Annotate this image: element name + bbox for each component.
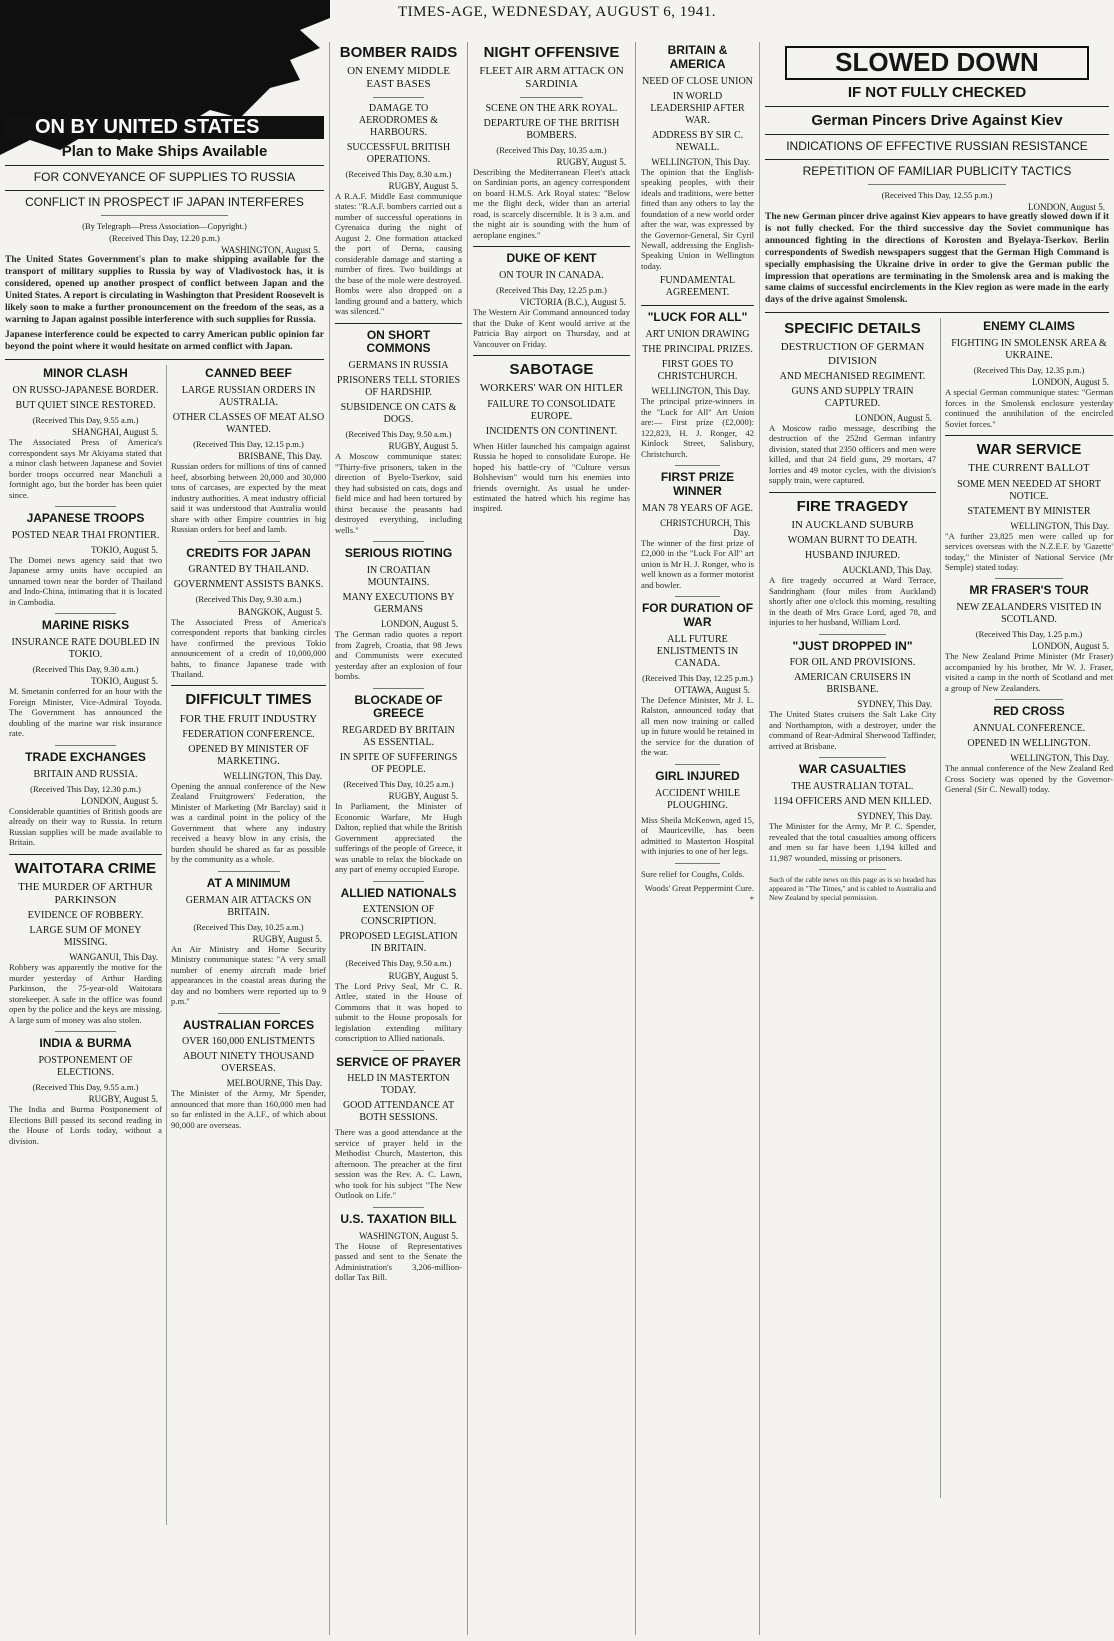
received-line: (Received This Day, 10.25 a.m.) [343,779,454,790]
masthead-text: TIMES-AGE, WEDNESDAY, AUGUST 6, 1941. [398,4,716,20]
cable-notice: Such of the cable news on this page as is so headed has appeared in "The Times," and is cabled to Australia and New Zealand by special permission. [769,875,936,903]
subhead: POSTPONEMENT OF ELECTIONS. [38,1054,133,1078]
column-c [330,42,468,1635]
subhead: THE PRINCIPAL PRIZES. [642,344,753,356]
article-lead-2: Japanese interference could be expected to carry American public opinion far beyond the point where it would hesitate on armed conflict with Japan. [5,330,324,353]
subhead: EXTENSION OF CONSCRIPTION. [360,904,437,928]
received-line: (Received This Day, 12.30 p.m.) [30,783,141,794]
subhead: INDICATIONS OF EFFECTIVE RUSSIAN RESISTANCE [786,139,1088,154]
subcolumn-e [765,318,941,1498]
subhead: INSURANCE RATE DOUBLED IN TOKIO. [11,637,160,661]
dateline: LONDON, August 5. [80,795,158,806]
article-body: M. Smetanin conferred for an hour with the Foreign Minister, Vice-Admiral Toyoda. The Government has announced the doubling of the marine war risk insurance rate. [9,686,162,739]
headline: SABOTAGE [509,361,594,379]
article-body: "A further 23,825 men were called up for services overseas with the N.Z.E.F. by 'Gazette' today," the Minister of National Service (Mr Semple) stated today. [945,530,1113,572]
dateline: RUGBY, August 5. [252,933,322,944]
article-luck-for-all [641,311,754,459]
dateline: SYDNEY, This Day. [857,811,932,822]
divider [675,596,720,597]
divider [945,435,1113,436]
article-body: The United States cruisers the Salt Lake City and Northampton, with a destroyer, under the command of Rear-Admiral Sherwood Taffinder, arrived at Brisbane. [769,709,936,751]
article-body: There was a good attendance at the service of prayer held in the Methodist Church, Masterton, this afternoon. The preacher at the first session was the Rev. A. C. Lawn, who took for his subject "The New Outlook on Life." [335,1127,462,1201]
subhead: OTHER CLASSES OF MEAT ALSO WANTED. [172,412,325,436]
divider [373,688,424,689]
subhead: HELD IN MASTERTON TODAY. [347,1073,450,1097]
headline: ALLIED NATIONALS [340,885,457,900]
headline: DIFFICULT TIMES [185,691,312,709]
article-body: The New Zealand Prime Minister (Mr Fraser) accompanied by his brother, Mr W. J. Fraser, visited a camp in the north of Scotland and met a group of New Zealanders. [945,651,1113,693]
dateline: SYDNEY, This Day. [857,699,932,710]
dateline: RUGBY, August 5. [556,156,626,167]
dateline: OTTAWA, August 5. [674,684,750,695]
article-at-a-minimum [171,877,326,1007]
article-blockade [335,694,462,875]
article-specific-details [769,320,936,486]
column-left [0,42,330,1635]
article-bomber-raids [335,44,462,317]
received-line: (Received This Day, 12.25 p.m.) [496,285,607,295]
article-body: The Minister for the Army, Mr P. C. Spender, revealed that the total casualties among officers and men so far have been 1,194 killed and 11,987 wounded, missing or prisoners. [769,821,936,863]
received-line: (Received This Day, 10.25 a.m.) [193,921,304,932]
article-body: The principal prize-winners in the "Luck for All" Art Union are:— First prize (£2,000): 122,823, H. J. Ronger, 42 Kinlock Street, Salisbury, Christchurch. [641,396,754,459]
dateline: WANGANUI, This Day. [69,952,158,963]
dateline: RUGBY, August 5. [388,791,458,802]
subhead: AMERICAN CRUISERS IN BRISBANE. [794,672,911,696]
received-line: (Received This Day, 12.20 p.m.) [109,233,220,244]
subhead: GOVERNMENT ASSISTS BANKS. [173,579,324,591]
subhead: GERMANS IN RUSSIA [348,360,449,372]
dateline: LONDON, August 5. [1031,641,1109,652]
article-lead: The new German pincer drive against Kiev appears to have greatly slowed down if it is not fully checked. For the third successive day the Soviet communique has announced fighting in the directions of Korosten and Byelaya-Tserkov. Berlin correspondents of Swedish newspapers suggest that the German High Command is specially emphasising the Ukraine drive in order to give the German public the impression that operations are terminating in the Smolensk area and is making the same claims of successful encirclements in the Kiev region as were made in the early days of the drive against Smolensk. [765,212,1109,306]
article-short-commons [335,329,462,536]
received-line: (Received This Day, 1.25 p.m.) [975,629,1083,640]
subhead: NEED OF CLOSE UNION [642,75,753,87]
subhead: WOMAN BURNT TO DEATH. [787,535,918,547]
divider [55,506,116,507]
article-body: A fire tragedy occurred at Ward Terrace, Sandringham (four miles from Auckland) shortly after one o'clock this morning, resulting in the death of Mrs Grace Lord, aged 78, and injuries to her husband, William Lord. [769,575,936,628]
divider [473,355,630,356]
headline: CREDITS FOR JAPAN [186,545,311,560]
subhead: HUSBAND INJURED. [804,550,900,562]
article-taxation-bill [335,1213,462,1283]
received-line: (Received This Day, 9.55 a.m.) [32,415,139,426]
headline: FIRST PRIZE WINNER [660,470,735,498]
subhead: FAILURE TO CONSOLIDATE EUROPE. [487,398,616,422]
subcolumn-a [5,365,167,1525]
divider [55,613,116,614]
divider [473,246,630,247]
subhead: IN AUCKLAND SUBURB [791,518,914,531]
dateline: WASHINGTON, August 5. [359,1230,458,1241]
divider [995,699,1062,700]
dateline: LONDON, August 5. [1027,202,1105,213]
article-body: An Air Ministry and Home Security Ministry communique states: "A very small number of enemy aircraft made brief appearances in the coastal areas during the day and no bombers were reported up to 9 p.m." [171,943,326,1007]
subhead: IF NOT FULLY CHECKED [847,83,1027,101]
received-line: (Received This Day, 8.30 a.m.) [345,168,452,179]
article-body: Considerable quantities of British goods are already on their way to Russia. In return Russian supplies will be made available to Britain. [9,805,162,848]
subhead: LARGE RUSSIAN ORDERS IN AUSTRALIA. [181,385,316,409]
article-service-prayer [335,1056,462,1201]
headline: WAR SERVICE [976,441,1082,459]
headline: FOR DURATION OF WAR [641,601,754,629]
column-e [636,42,760,1635]
article-body: The Lord Privy Seal, Mr C. R. Attlee, stated in the House of Commons that it was hoped to submit to the House proposals for legislation extending military conscription to Allied nationals. [335,980,462,1044]
article-body: The opinion that the English-speaking peoples, with their ideals and traditions, were better fitted than any others to lay the foundation of a new world order after the war, was expressed by the Governor-General, Sir Cyril Newall, addressing the English-Speaking Union in Wellington today. [641,166,754,271]
divider [335,323,462,324]
headline: FIRE TRAGEDY [796,497,909,515]
subhead: IN WORLD LEADERSHIP AFTER WAR. [650,90,745,126]
subhead: GOOD ATTENDANCE AT BOTH SESSIONS. [342,1100,455,1124]
subhead: THE MURDER OF ARTHUR PARKINSON [18,880,153,907]
subhead: German Pincers Drive Against Kiev [811,112,1063,130]
divider [101,215,229,216]
headline: ENEMY CLAIMS [983,319,1075,334]
headline: "LUCK FOR ALL" [647,310,748,325]
dateline: LONDON, August 5. [854,412,932,423]
divider [5,359,324,360]
received-line: (Received This Day, 12.25 p.m.) [642,672,753,683]
divider [218,871,280,872]
divider [868,184,1006,185]
headline: U.S. TAXATION BILL [340,1211,457,1226]
article-body: Describing the Mediterranean Fleet's attack on Sardinian ports, an agency correspondent on board H.M.S. Ark Royal states: "Below me the flight deck, wider than an arterial road, is scarcely discernible. It is 3 a.m. and the night air is sounding with the hum of aeroplane engines." [473,166,630,240]
dateline: WELLINGTON, This Day. [1010,753,1109,764]
divider [765,159,1109,160]
divider [995,578,1062,579]
article-body: A Moscow communique states: "Thirty-five prisoners, taken in the direction of Byelo-Tserkov, said they had subsisted on cats, dogs and field mice and had been tortured by thirst because the peasants had destroyed everything, including wells." [335,451,462,535]
article-girl-injured [641,770,754,857]
article-duke-of-kent [473,252,630,349]
headline: NIGHT OFFENSIVE [483,44,620,61]
article-canned-beef [171,367,326,534]
article-serious-rioting [335,547,462,681]
subhead: SUBSIDENCE ON CATS & DOGS. [340,402,457,426]
divider [765,312,1109,313]
subhead: EVIDENCE OF ROBBERY. [27,910,144,922]
subhead: IN CROATIAN MOUNTAINS. [366,565,431,589]
article-body: The German radio quotes a report from Zagreb, Croatia, that 98 Jews and Communists were executed yesterday after an explosion of four bombs. [335,629,462,682]
article-red-cross [945,705,1113,794]
subhead: ART UNION DRAWING [645,329,750,341]
headline: WAR CASUALTIES [798,762,907,777]
headline: JAPANESE TROOPS [26,511,145,526]
article-body: Opening the annual conference of the New Zealand Fruitgrowers' Federation, the Minister of Marketing (Mr Barclay) said it was a cardinal point in the policy of the Government that where any industry received a heavy blow in any crisis, the burden should be shared as far as possible by the community as a whole. [171,780,326,865]
article-night-offensive [473,44,630,240]
divider [373,541,424,542]
subhead: SUCCESSFUL BRITISH OPERATIONS. [346,141,451,165]
subhead: ANNUAL CONFERENCE. [972,723,1086,735]
article-body: In Parliament, the Minister of Economic Warfare, Mr Hugh Dalton, replied that while the British Government appreciated the sufferings of the people of Greece, it was unable to relax the blockade on any part of enemy occupied Europe. [335,801,462,875]
received-line: (Received This Day, 9.55 a.m.) [32,1081,139,1092]
article-sabotage [473,361,630,514]
subhead: NEW ZEALANDERS VISITED IN SCOTLAND. [956,602,1102,626]
headline: CANNED BEEF [205,366,292,381]
subhead: ON ENEMY MIDDLE EAST BASES [347,65,450,91]
headline-slowed-down: SLOWED DOWN [785,46,1089,80]
subhead: REPETITION OF FAMILIAR PUBLICITY TACTICS [802,164,1072,179]
divider [55,1031,116,1032]
dateline: RUGBY, August 5. [388,180,458,191]
dateline: MELBOURNE, This Day. [226,1078,322,1089]
article-fire-tragedy [769,498,936,628]
divider [218,541,280,542]
dateline: TOKIO, August 5. [91,544,158,555]
dateline: LONDON, August 5. [1031,377,1109,388]
headline: WAITOTARA CRIME [14,859,157,877]
dateline: WASHINGTON, August 5. [221,245,320,256]
dateline: RUGBY, August 5. [388,970,458,981]
masthead [0,0,1114,30]
subhead: ON RUSSO-JAPANESE BORDER. [12,385,159,397]
dateline: CHRISTCHURCH, This Day. [660,517,750,538]
article-body: The Associated Press of America's correspondent says Mr Akiyama stated that a minor clash between Japanese and Soviet border troops occurred near Manchuli a fortnight ago, but the border has been quiet since. [9,437,162,500]
article-waitotara [9,860,162,1026]
article-duration-of-war [641,602,754,758]
article-credits-japan [171,547,326,680]
article-war-casualties [769,763,936,863]
subhead: THE AUSTRALIAN TOTAL. [791,781,914,793]
article-body: Robbery was apparently the motive for the murder yesterday of Arthur Harding Parkinson, the 75-year-old Waitotara storekeeper. A safe in the office was found open by the police and the keys are missing. A large sum of money was also stolen. [9,962,162,1025]
headline: TRADE EXCHANGES [25,749,146,764]
subhead: WORKERS' WAR ON HITLER [479,382,624,395]
article-lead: The United States Government's plan to make shipping available for the transport of military supplies to Russia by way of Vladivostock has, it is considered, opened up another prospect of conflict between Japan and the United States. A report is circulating in Washington that President Roosevelt is likely soon to make a further pronouncement on the freedom of the seas, as a warning to Japan against possible interference with such supplies for Russia. [5,255,324,325]
headline: RED CROSS [993,704,1065,719]
article-first-prize [641,471,754,590]
headline: GIRL INJURED [655,768,740,783]
subhead: DAMAGE TO AERODROMES & HARBOURS. [358,102,439,138]
received-line: (Received This Day, 12.35 p.m.) [973,364,1085,375]
headline: BRITAIN & AMERICA [667,43,728,71]
article-body: The India and Burma Postponement of Elections Bill passed its second reading in the House of Lords today, without a division. [9,1104,162,1146]
advert-peppermint: Woods' Great Peppermint Cure. * [644,883,754,904]
article-body: A R.A.F. Middle East communique states: "R.A.F. bombers carried out a number of successful operations in Cyrenaica during the night of August 2. One formation attacked the port of Derna, causing considerable damage and starting a number of fires. Two buildings at the base of the mole were destroyed. Bombs were also dropped on a landing ground and a battery, which was silenced." [335,190,462,317]
divider [171,685,326,686]
divider [819,757,886,758]
subhead: ON TOUR IN CANADA. [499,270,604,281]
subhead: OPENED BY MINISTER OF MARKETING. [188,743,309,767]
subhead: DEPARTURE OF THE BRITISH BOMBERS. [483,117,620,141]
article-britain-america [641,44,754,299]
subhead: 1194 OFFICERS AND MEN KILLED. [773,796,932,808]
headline: ON SHORT COMMONS [366,327,431,356]
subhead: ABOUT NINETY THOUSAND OVERSEAS. [183,1051,314,1075]
subhead: IN SPITE OF SUFFERINGS OF PEOPLE. [339,752,458,776]
divider [769,492,936,493]
article-japanese-troops [9,512,162,607]
article-body: When Hitler launched his campaign against Russia he hoped to consolidate Europe. He hoped his battle-cry of "Culture versus Bolshevism" would turn his enemies into friends overnight. As usual he under-estimated the hatred which his regime has inspired. [473,440,630,514]
dateline: VICTORIA (B.C.), August 5. [519,297,626,308]
headline: AT A MINIMUM [206,875,291,890]
article-india-burma [9,1037,162,1146]
dateline: BANGKOK, August 5. [237,606,322,617]
subhead: INCIDENTS ON CONTINENT. [485,425,618,437]
subhead: ADDRESS BY SIR C. NEWALL. [651,129,744,153]
received-line: (Received This Day, 9.30 a.m.) [32,664,139,675]
headline: BOMBER RAIDS [339,44,458,61]
column-right [760,42,1114,1635]
subhead: ALL FUTURE ENLISTMENTS IN CANADA. [656,633,739,669]
subcolumn-f [941,318,1114,1498]
article-body: The winner of the first prize of £2,000 in the "Luck For All" art union is Mr H. J. Ronger, who is well known as a former motorist and bowler. [641,537,754,590]
article-body: The Associated Press of America's correspondent reports that banking circles have confirmed the previous Tokio announcement of a credit of 10,000,000 bahts, to finance Japanese trade with Thailand. [171,616,326,679]
article-body: Miss Sheila McKeown, aged 15, of Mauriceville, has been admitted to Masterton Hospital with injuries to one of her legs. [641,814,754,857]
subhead: SCENE ON THE ARK ROYAL. [485,102,618,114]
article-body: The Defence Minister, Mr J. L. Ralston, announced today that all men now training or called up in future would be retained in the service for the duration of the war. [641,694,754,758]
divider [675,764,720,765]
dateline: LONDON, August 5. [380,619,458,630]
headline: DUKE OF KENT [506,251,597,266]
article-body: A Moscow radio message, describing the destruction of the 252nd German infantry division, stated that 2350 officers and men were killed, and that 24 field guns, 29 mortars, 47 lorries and 49 motor cycles, with the division's supply train, were captured. [769,422,936,486]
divider [373,1207,424,1208]
dateline: WELLINGTON, This Day. [651,156,750,167]
headline: SERIOUS RIOTING [344,546,453,561]
dateline: RUGBY, August 5. [388,441,458,452]
subhead-japan: CONFLICT IN PROSPECT IF JAPAN INTERFERES [25,195,304,210]
subhead: POSTED NEAR THAI FRONTIER. [11,529,160,541]
subhead: FOR OIL AND PROVISIONS. [789,657,916,669]
subhead: STATEMENT BY MINISTER [967,505,1091,517]
headline: SERVICE OF PRAYER [336,1054,461,1069]
article-body: The annual conference of the New Zealand Red Cross Society was opened by the Governor-General (Sir C. Newall) today. [945,763,1113,795]
divider [765,134,1109,135]
received-line: (Received This Day, 9.50 a.m.) [345,958,452,969]
dateline: WELLINGTON, This Day. [223,770,322,781]
column-d [468,42,636,1635]
headline: BLOCKADE OF GREECE [354,692,443,721]
article-difficult-times [171,691,326,864]
subhead: PRISONERS TELL STORIES OF HARDSHIP. [336,375,461,399]
article-enemy-claims [945,320,1113,429]
article-body: The Minister of the Army, Mr Spender, announced that more than 160,000 men had so far enlisted in the A.I.F., of which about 90,000 are overseas. [171,1088,326,1130]
subhead: GERMAN AIR ATTACKS ON BRITAIN. [185,894,312,918]
article-body: The Western Air Command announced today that the Duke of Kent would arrive at the Patricia Bay airport on Thursday, and at Vancouver on Friday. [473,307,630,349]
credit-line: (By Telegraph—Press Association—Copyright.) [82,220,247,231]
divider [765,106,1109,107]
subhead: FOR THE FRUIT INDUSTRY [179,712,318,725]
divider [373,97,424,98]
subhead: ACCIDENT WHILE PLOUGHING. [655,787,740,811]
subhead: OVER 160,000 ENLISTMENTS [181,1036,316,1048]
dateline: WELLINGTON, This Day. [651,386,750,397]
article-body: The Domei news agency said that two Japanese army units have occupied an unnamed town near the border of Thailand and Indo-China, intimating that it is located in Cambodia. [9,554,162,607]
subhead: BUT QUIET SINCE RESTORED. [15,400,156,412]
divider [819,634,886,635]
divider [5,165,324,166]
subhead: FEDERATION CONFERENCE. [182,728,315,740]
subhead: SOME MEN NEEDED AT SHORT NOTICE. [957,478,1101,502]
dateline: BRISBANE, This Day. [238,451,322,462]
subhead: GUNS AND SUPPLY TRAIN CAPTURED. [791,385,914,409]
article-fraser-tour [945,584,1113,693]
headline: MR FRASER'S TOUR [969,583,1089,598]
received-line: (Received This Day, 9.50 a.m.) [345,429,452,440]
divider [55,745,116,746]
divider [675,863,720,864]
divider [520,97,583,98]
received-line: (Received This Day, 12.15 p.m.) [193,439,304,450]
subhead: PROPOSED LEGISLATION IN BRITAIN. [339,931,458,955]
article-war-service [945,441,1113,572]
dateline: WELLINGTON, This Day. [1010,520,1109,531]
dateline: RUGBY, August 5. [88,1094,158,1105]
article-marine-risks [9,619,162,738]
received-line: (Received This Day, 12.55 p.m.) [881,189,993,200]
subhead: MANY EXECUTIONS BY GERMANS [342,592,455,616]
subhead: REGARDED BY BRITAIN AS ESSENTIAL. [342,725,455,749]
subhead: FUNDAMENTAL AGREEMENT. [659,275,736,299]
subhead: FLEET AIR ARM ATTACK ON SARDINIA [479,65,624,91]
divider [819,869,886,870]
received-line: (Received This Day, 10.35 a.m.) [496,144,607,155]
subhead: BRITAIN AND RUSSIA. [33,768,138,780]
subhead: FIGHTING IN SMOLENSK AREA & UKRAINE. [951,337,1107,361]
subhead: LARGE SUM OF MONEY MISSING. [29,925,142,949]
subhead-ships: Plan to Make Ships Available [61,143,268,160]
dateline: TOKIO, August 5. [91,676,158,687]
subhead: DESTRUCTION OF GERMAN DIVISION [780,341,925,367]
article-minor-clash [9,367,162,500]
divider [373,881,424,882]
article-body: Russian orders for millions of tins of canned beef, absorbing between 20,000 and 30,000 tons of carcases, are expected by the meat industry authorities. A meat industry official said it was understood that Australia would share with other Empire countries in big Russian orders for beef and lamb. [171,461,326,535]
subhead: GRANTED BY THAILAND. [188,564,309,576]
advert-coughs: Sure relief for Coughs, Colds. [641,868,745,879]
article-body: A special German communique states: "German forces in the Smolensk enclosure yesterday continued the annihilation of the encircled Soviet forces." [945,387,1113,429]
article-australian-forces [171,1019,326,1131]
subhead: FIRST GOES TO CHRISTCHURCH. [657,359,738,383]
article-body: The House of Representatives passed and sent to the Senate the Administration's 3,206-million-dollar Tax Bill. [335,1240,462,1282]
subhead: AND MECHANISED REGIMENT. [779,370,926,382]
received-line: (Received This Day, 9.30 a.m.) [195,594,302,605]
subhead: OPENED IN WELLINGTON. [967,738,1091,750]
subcolumn-b [167,365,330,1525]
divider [675,465,720,466]
headline: MINOR CLASH [43,366,128,381]
divider [373,1050,424,1051]
subhead: MAN 78 YEARS OF AGE. [641,502,754,514]
headline: "JUST DROPPED IN" [792,638,913,653]
dateline: AUCKLAND, This Day. [842,565,932,576]
article-just-dropped-in [769,640,936,752]
headline: MARINE RISKS [41,618,130,633]
divider [218,1013,280,1014]
article-trade-exchanges [9,751,162,848]
headline: AUSTRALIAN FORCES [182,1017,315,1032]
headline-us: ON BY UNITED STATES [5,116,324,139]
article-allied-nationals [335,887,462,1044]
divider [9,854,162,855]
subhead-russia: FOR CONVEYANCE OF SUPPLIES TO RUSSIA [33,170,296,185]
subhead: THE CURRENT BALLOT [968,462,1090,475]
divider [641,305,754,306]
headline: INDIA & BURMA [39,1036,132,1051]
divider [5,190,324,191]
dateline: SHANGHAI, August 5. [71,427,158,438]
headline: SPECIFIC DETAILS [784,320,921,338]
